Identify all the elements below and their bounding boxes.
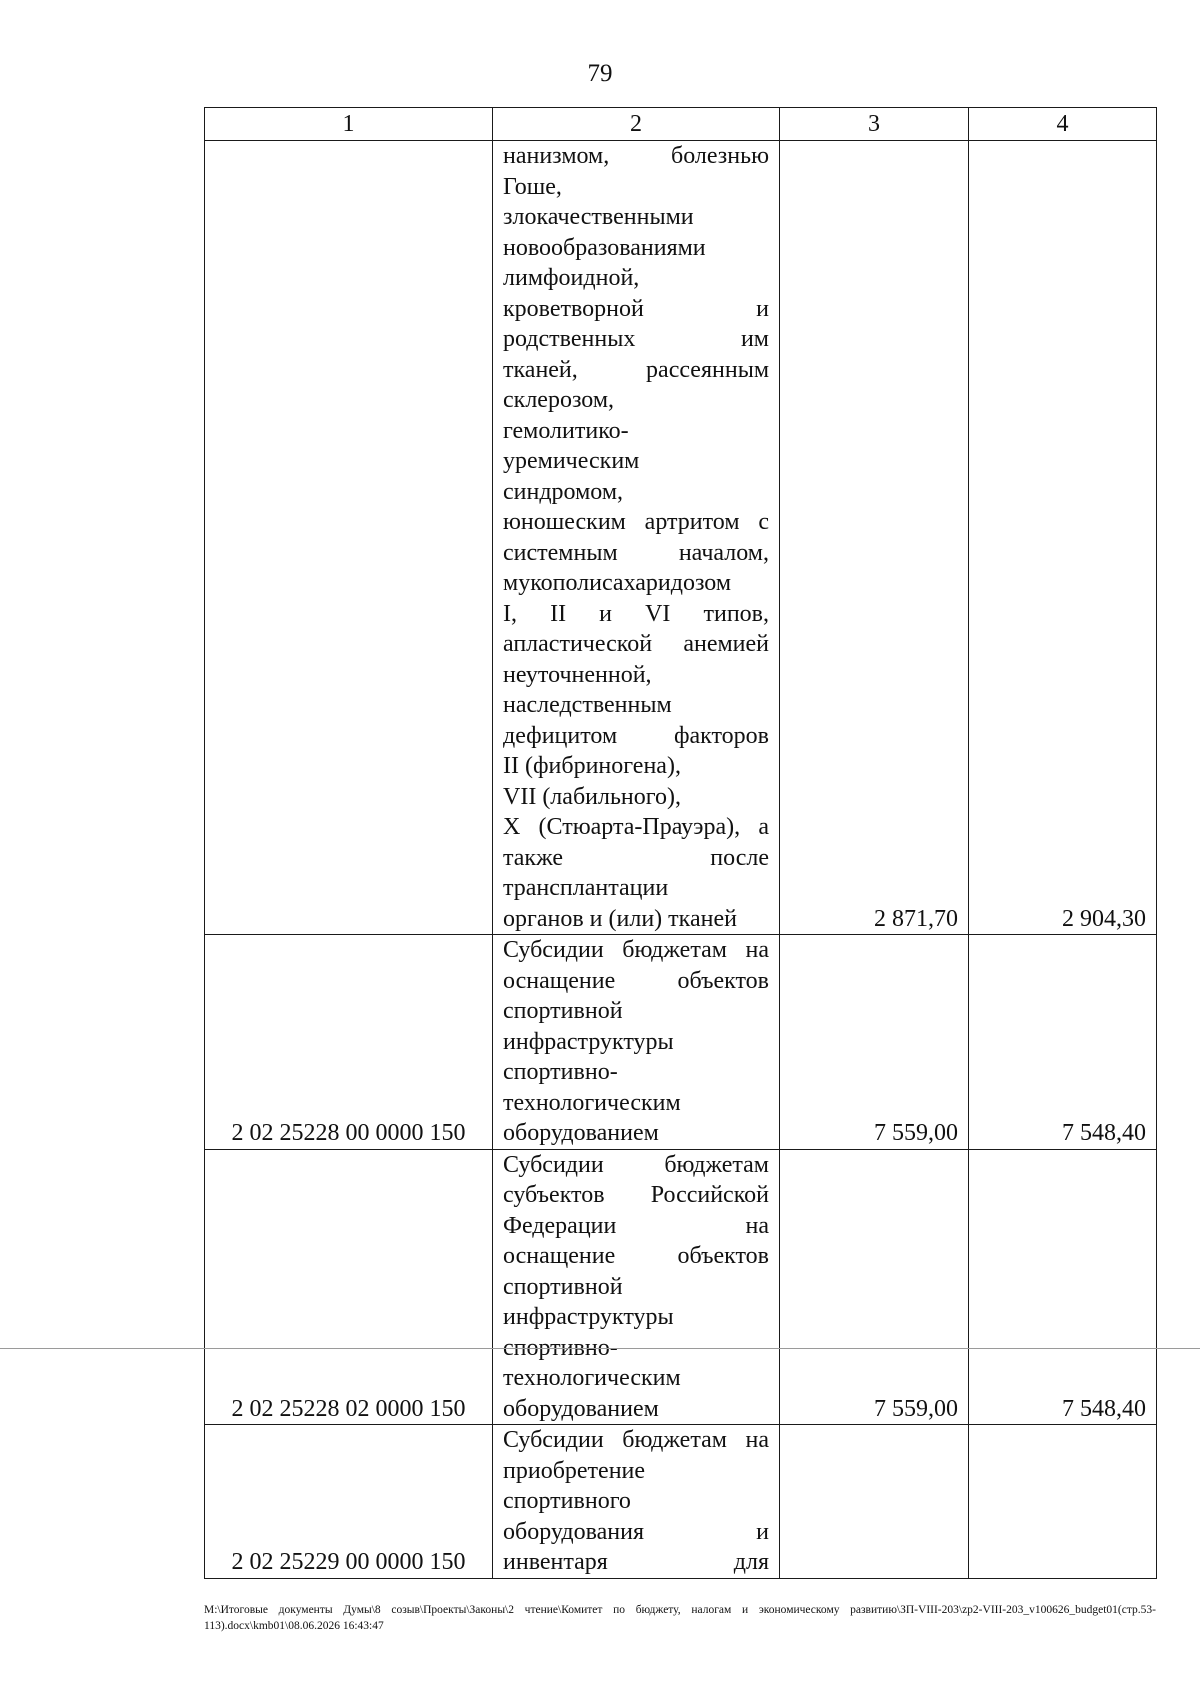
description-line: уремическим <box>503 448 640 474</box>
description-line: оборудованием <box>503 1120 659 1146</box>
scan-divider-line <box>0 1348 1200 1349</box>
table-header-row <box>205 108 1157 141</box>
description-line: II (фибриногена), <box>503 753 681 779</box>
table-row <box>205 935 1157 1150</box>
description-line: инфраструктуры <box>503 1304 674 1330</box>
description-line: Гоше, <box>503 173 562 200</box>
header-col-2: 2 <box>493 108 780 141</box>
description-line: родственных им <box>503 326 769 352</box>
description-line: кроветворной и <box>503 295 769 322</box>
description-line: субъектов Российской <box>503 1182 769 1208</box>
row-value-col3: 7 559,00 <box>780 1149 969 1425</box>
description-line: Федерации на <box>503 1212 769 1239</box>
description-line: X (Стюарта-Прауэра), а <box>503 814 769 840</box>
table-row <box>205 1425 1157 1579</box>
description-line: спортивно- <box>503 1334 618 1361</box>
row-description-cell <box>493 1149 780 1425</box>
description-line: инфраструктуры <box>503 1028 674 1055</box>
description-line: системным началом, <box>503 539 769 566</box>
row-description-cell <box>493 1425 780 1579</box>
description-line: инвентаря для <box>503 1549 769 1575</box>
description-line: апластической анемией <box>503 631 769 657</box>
description-line: спортивно- <box>503 1059 618 1085</box>
description-line: неуточненной, <box>503 661 652 688</box>
row-code-cell: 2 02 25229 00 0000 150 <box>205 1425 493 1579</box>
description-line: гемолитико- <box>503 417 629 444</box>
description-line: спортивного <box>503 1488 631 1514</box>
description-line: склерозом, <box>503 387 615 413</box>
description-line: оснащение объектов <box>503 1243 769 1269</box>
description-line: дефицитом факторов <box>503 722 769 749</box>
description-line: оборудованием <box>503 1395 659 1422</box>
description-line: оснащение объектов <box>503 967 769 994</box>
description-line: Субсидии бюджетам <box>503 1151 769 1178</box>
description-line: технологическим <box>503 1089 681 1116</box>
description-line: Субсидии бюджетам на <box>503 1427 769 1453</box>
description-line: технологическим <box>503 1365 681 1391</box>
row-code-cell: 2 02 25228 00 0000 150 <box>205 935 493 1150</box>
description-line: Субсидии бюджетам на <box>503 937 769 963</box>
row-value-col4 <box>969 1425 1157 1579</box>
row-code-cell <box>205 141 493 935</box>
row-value-col4: 2 904,30 <box>969 141 1157 935</box>
description-line: новообразованиями <box>503 234 706 261</box>
footer-file-path: M:\Итоговые документы Думы\8 созыв\Проекты\Законы\2 чтение\Комитет по бюджету, налогам и экономическому развитию\ЗП-VIII-203\zp2-VIII-203_v100626_budget01(стр.53-113).docx\kmb01\08.06.2026 16:43:47 <box>204 1604 1156 1632</box>
description-line: наследственным <box>503 692 672 718</box>
row-value-col3 <box>780 1425 969 1579</box>
description-line: VII (лабильного), <box>503 783 681 810</box>
row-description-cell <box>493 141 780 935</box>
table-row <box>205 141 1157 935</box>
description-line: юношеским артритом с <box>503 509 769 535</box>
description-line: I, II и VI типов, <box>503 600 769 627</box>
description-line: злокачественными <box>503 204 694 230</box>
header-col-4: 4 <box>969 108 1157 141</box>
description-line: органов и (или) тканей <box>503 905 737 932</box>
description-line: спортивной <box>503 1273 623 1300</box>
page-number: 79 <box>587 60 613 87</box>
description-line: оборудования и <box>503 1518 769 1545</box>
row-value-col3: 7 559,00 <box>780 935 969 1150</box>
description-line: спортивной <box>503 998 623 1024</box>
description-line: мукополисахаридозом <box>503 570 732 596</box>
description-line: трансплантации <box>503 875 669 901</box>
budget-table <box>204 107 1157 1579</box>
table-body <box>205 141 1157 1579</box>
description-line: синдромом, <box>503 478 624 505</box>
table-row <box>205 1149 1157 1425</box>
header-col-1: 1 <box>205 108 493 141</box>
description-line: нанизмом, болезнью <box>503 143 769 169</box>
description-line: тканей, рассеянным <box>503 356 769 383</box>
row-value-col4: 7 548,40 <box>969 935 1157 1150</box>
description-line: также после <box>503 844 769 871</box>
header-col-3: 3 <box>780 108 969 141</box>
row-value-col3: 2 871,70 <box>780 141 969 935</box>
description-line: приобретение <box>503 1457 646 1484</box>
row-code-cell: 2 02 25228 02 0000 150 <box>205 1149 493 1425</box>
row-description-cell <box>493 935 780 1150</box>
row-value-col4: 7 548,40 <box>969 1149 1157 1425</box>
description-line: лимфоидной, <box>503 265 640 291</box>
